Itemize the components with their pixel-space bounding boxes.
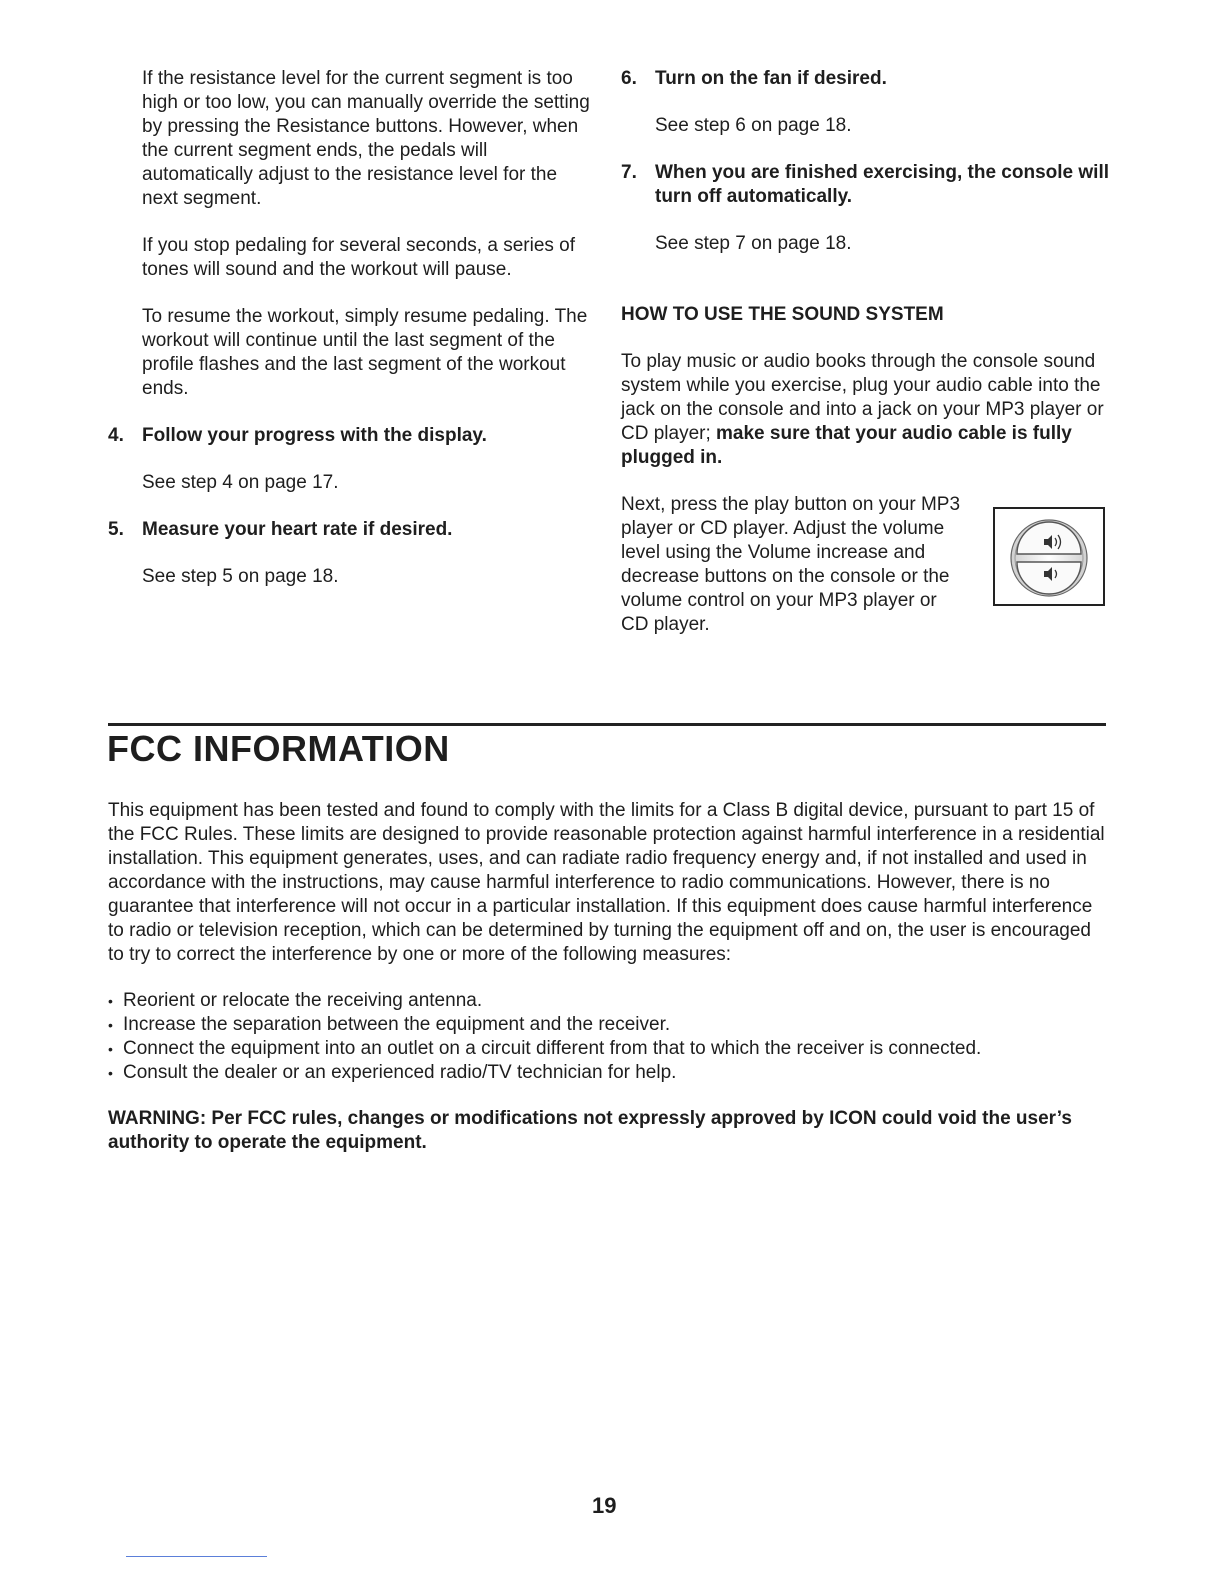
step-5-number: 5.: [108, 519, 124, 540]
step-6-number: 6.: [621, 68, 637, 89]
sound-system-text: To play music or audio books through the console sound system while you exercise, plug your audio cable into the jack on the console and into a jack on your MP3 player or CD player;: [621, 351, 1104, 444]
step-5-reference: See step 5 on page 18.: [142, 566, 339, 587]
volume-instructions-paragraph: Next, press the play button on your MP3 player or CD player. Adjust the volume level using the Volume increase and decrease buttons on the console or the volume control on your MP3 player or CD player.: [621, 494, 961, 635]
sound-system-heading: HOW TO USE THE SOUND SYSTEM: [621, 304, 944, 325]
fcc-body-paragraph: This equipment has been tested and found to comply with the limits for a Class B digital device, pursuant to part 15 of the FCC Rules. These limits are designed to provide reasonable protection against harmful interference in a residential installation. This equipment generates, uses, and can radiate radio frequency energy and, if not installed and used in accordance with the instructions, may cause harmful interference to radio communications. However, there is no guarantee that interference will not occur in a particular installation. If this equipment does cause harmful interference to radio or television reception, which can be determined by turning the equipment off and on, the user is encouraged to try to correct the interference by one or more of the following measures:: [108, 800, 1105, 965]
step-4-number: 4.: [108, 425, 124, 446]
resistance-override-paragraph: If the resistance level for the current segment is too high or too low, you can manually override the setting by pressing the Resistance buttons. However, when the current segment ends, the pedals will automatically adjust to the resistance level for the next segment.: [142, 68, 590, 209]
left-column: [108, 67, 598, 589]
step-4-title: Follow your progress with the display.: [142, 425, 487, 446]
step-7-number: 7.: [621, 162, 637, 183]
step-7-heading: [621, 161, 1111, 209]
list-item: • Reorient or relocate the receiving antenna.: [108, 989, 1108, 1013]
footer-link-underline: [126, 1556, 267, 1557]
step-6-reference: See step 6 on page 18.: [655, 115, 852, 136]
volume-buttons-icon: [995, 509, 1103, 604]
step-4-heading: [108, 424, 598, 448]
pause-paragraph: If you stop pedaling for several seconds, a series of tones will sound and the workout will pause.: [142, 235, 576, 280]
step-6-heading: [621, 67, 1111, 91]
step-5-heading: [108, 518, 598, 542]
step-4-reference: See step 4 on page 17.: [142, 472, 339, 493]
step-7-title: When you are finished exercising, the console will turn off automatically.: [655, 162, 1109, 207]
sound-system-emphasis: make sure that your audio cable is fully plugged in.: [621, 423, 1072, 468]
step-7-reference: See step 7 on page 18.: [655, 233, 852, 254]
volume-buttons-illustration: [993, 507, 1105, 606]
list-item: • Consult the dealer or an experienced radio/TV technician for help.: [108, 1061, 1108, 1085]
fcc-warning: WARNING: Per FCC rules, changes or modifications not expressly approved by ICON could void the user’s authority to operate the equipment.: [108, 1108, 1072, 1153]
sound-system-paragraph: [621, 350, 1111, 470]
resume-paragraph: To resume the workout, simply resume pedaling. The workout will continue until the last segment of the profile flashes and the last segment of the workout ends.: [142, 306, 588, 399]
list-item: • Connect the equipment into an outlet on a circuit different from that to which the receiver is connected.: [108, 1037, 1108, 1061]
step-5-title: Measure your heart rate if desired.: [142, 519, 453, 540]
fcc-measures-list: [108, 989, 1108, 1085]
page-number: 19: [592, 1493, 617, 1518]
step-6-title: Turn on the fan if desired.: [655, 68, 887, 89]
fcc-title: FCC INFORMATION: [107, 728, 450, 769]
section-divider: [108, 723, 1106, 726]
list-item: • Increase the separation between the equipment and the receiver.: [108, 1013, 1108, 1037]
